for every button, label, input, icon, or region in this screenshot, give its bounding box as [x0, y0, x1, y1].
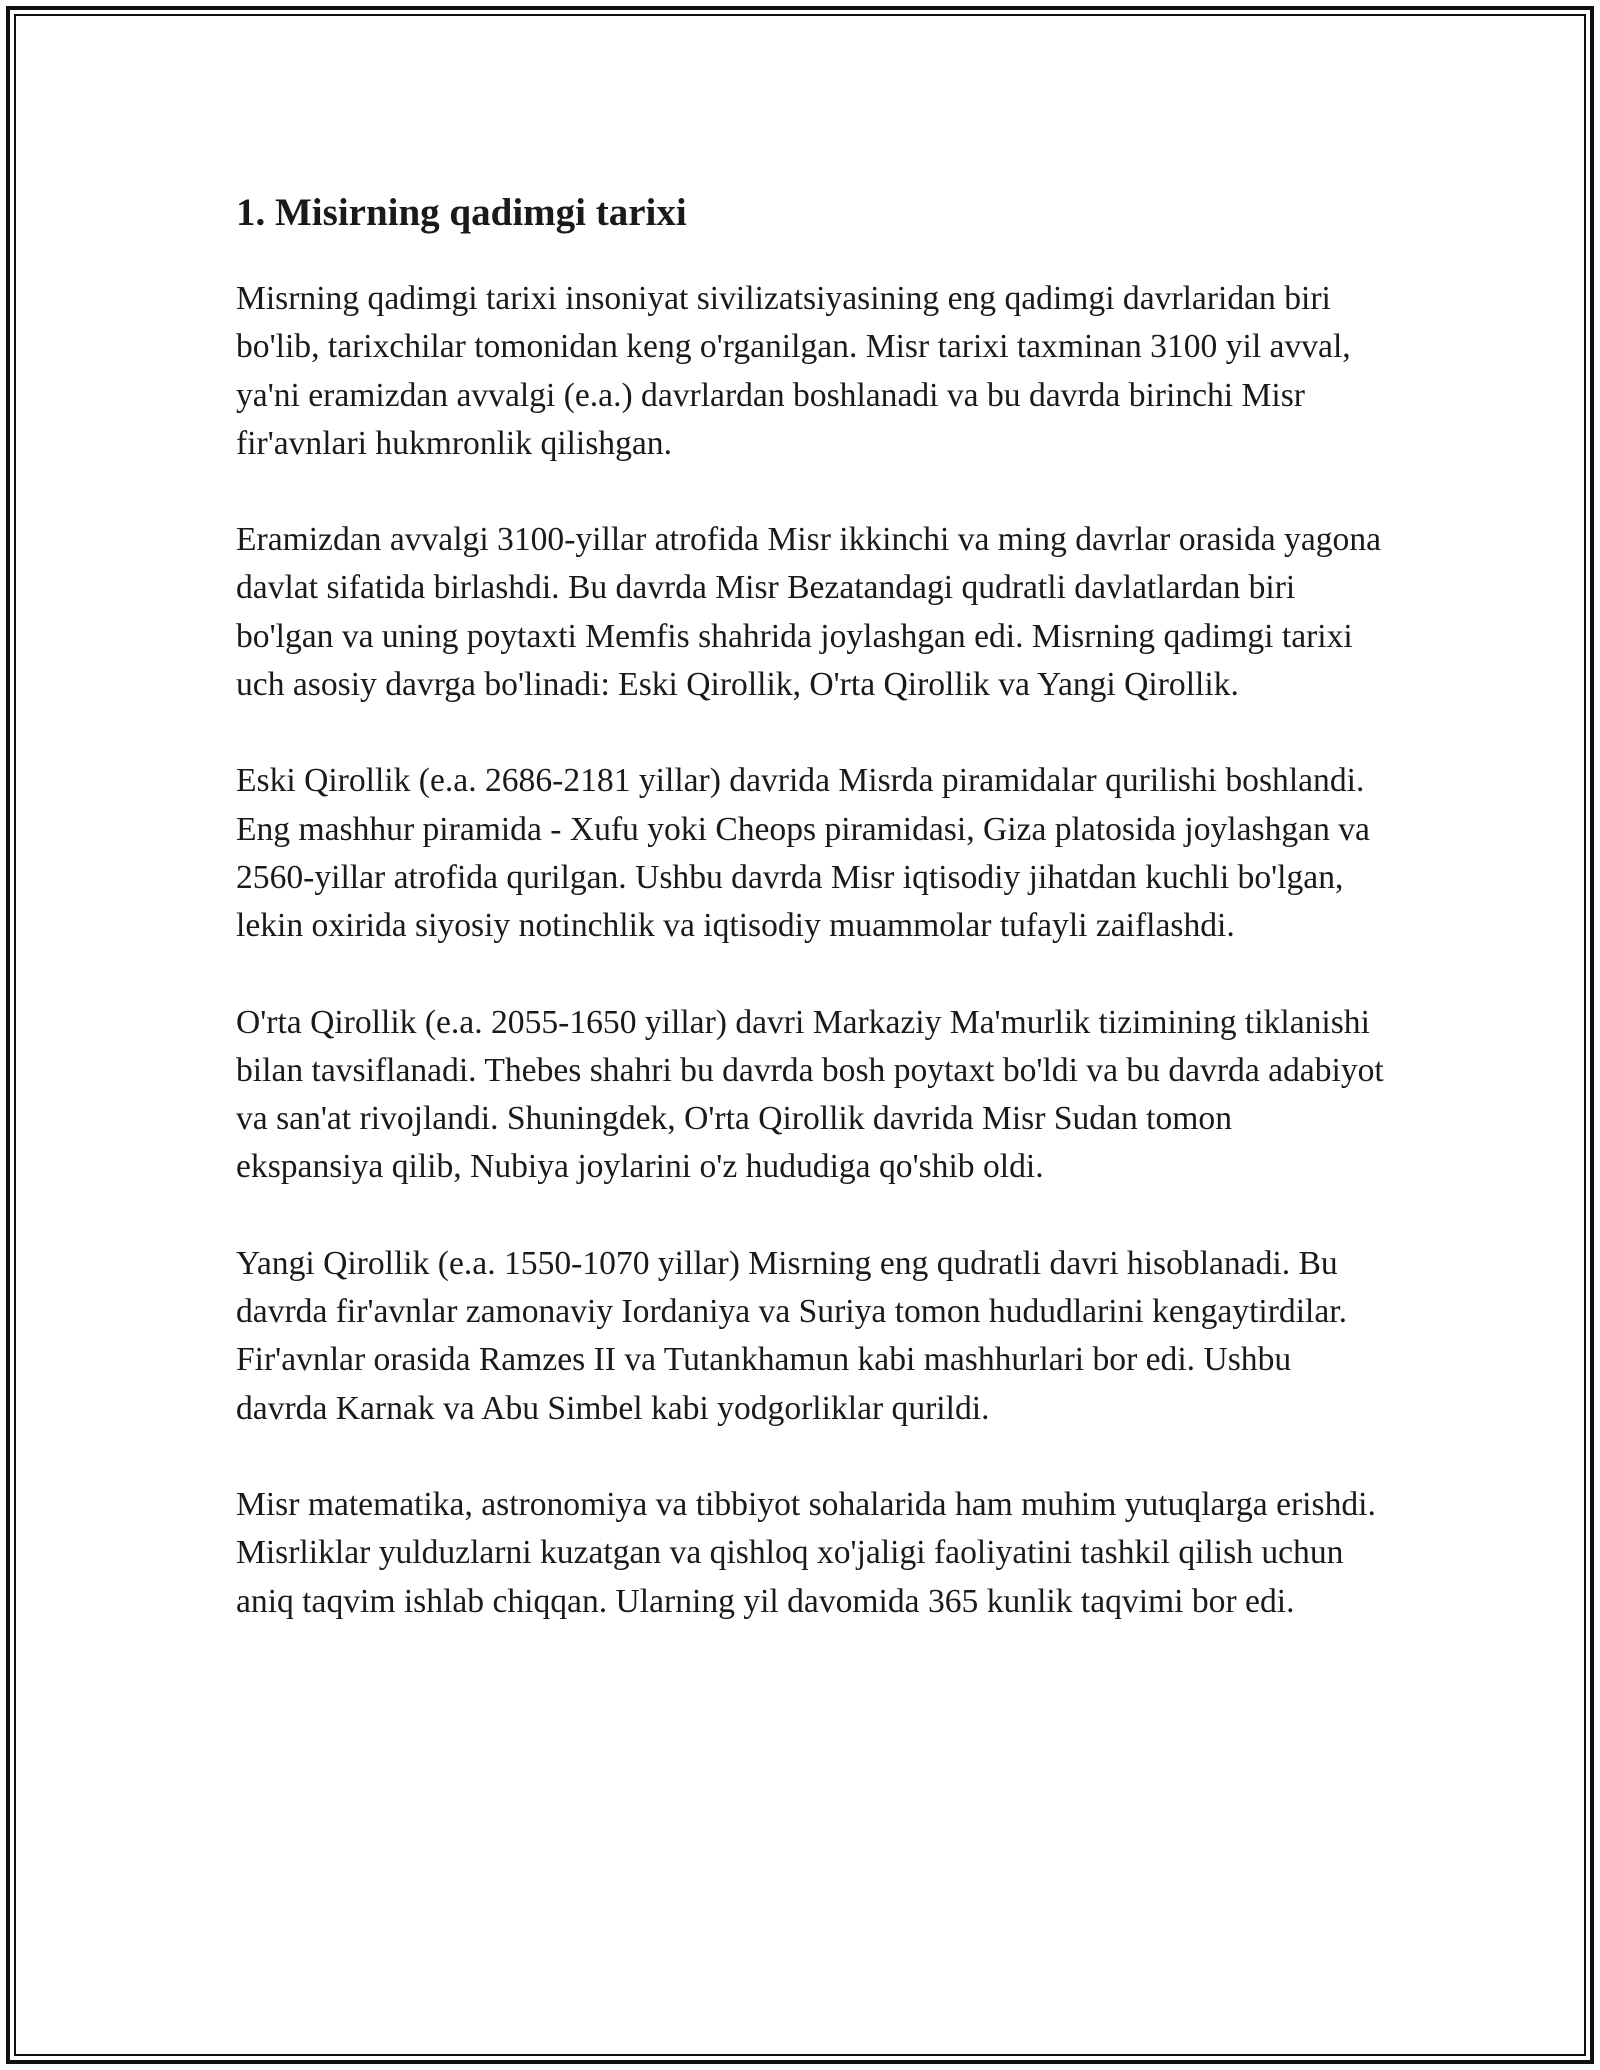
paragraph-middle-kingdom: O'rta Qirollik (e.a. 2055-1650 yillar) davri Markaziy Ma'murlik tizimining tiklanishi bilan tavsiflanadi. Thebes shahri bu davrda bosh poytaxt bo'ldi va bu davrda adabiyot va san'at rivojlandi. Shuningdek, O'rta Qirollik davrida Misr Sudan tomon ekspansiya qilib, Nubiya joylarini o'z hududiga qo'shib oldi.: [236, 1003, 1384, 1186]
paragraph-new-kingdom: Yangi Qirollik (e.a. 1550-1070 yillar) Misrning eng qudratli davri hisoblanadi. Bu davrda fir'avnlar zamonaviy Iordaniya va Suriya tomon hududlarini kengaytirdilar. Fir'avnlar orasida Ramzes II va Tutankhamun kabi mashhurlari bor edi. Ushbu davrda Karnak va Abu Simbel kabi yodgorliklar qurildi.: [236, 1244, 1347, 1427]
paragraph-unification: Eramizdan avvalgi 3100-yillar atrofida Misr ikkinchi va ming davrlar orasida yagona davlat sifatida birlashdi. Bu davrda Misr Bezatandagi qudratli davlatlardan biri bo'lgan va uning poytaxti Memfis shahrida joylashgan edi. Misrning qadimgi tarixi uch asosiy davrga bo'linadi: Eski Qirollik, O'rta Qirollik va Yangi Qirollik.: [236, 521, 1382, 704]
paragraph-science: Misr matematika, astronomiya va tibbiyot sohalarida ham muhim yutuqlarga erishdi. Misrliklar yulduzlarni kuzatgan va qishloq xo'jaligi faoliyatini tashkil qilish uchun aniq taqvim ishlab chiqqan. Ularning yil davomida 365 kunlik taqvimi bor edi.: [236, 1485, 1376, 1620]
document-body: [236, 185, 1386, 1626]
paragraph-old-kingdom: Eski Qirollik (e.a. 2686-2181 yillar) davrida Misrda piramidalar qurilishi boshlandi. Eng mashhur piramida - Xufu yoki Cheops piramidasi, Giza platosida joylashgan va 2560-yillar atrofida qurilgan. Ushbu davrda Misr iqtisodiy jihatdan kuchli bo'lgan, lekin oxirida siyosiy notinchlik va iqtisodiy muammolar tufayli zaiflashdi.: [236, 762, 1370, 945]
page-title: 1. Misirning qadimgi tarixi: [236, 191, 687, 234]
paragraph-intro: Misrning qadimgi tarixi insoniyat sivilizatsiyasining eng qadimgi davrlaridan biri bo'lib, tarixchilar tomonidan keng o'rganilgan. Misr tarixi taxminan 3100 yil avval, ya'ni eramizdan avvalgi (e.a.) davrlardan boshlanadi va bu davrda birinchi Misr fir'avnlari hukmronlik qilishgan.: [236, 280, 1351, 462]
